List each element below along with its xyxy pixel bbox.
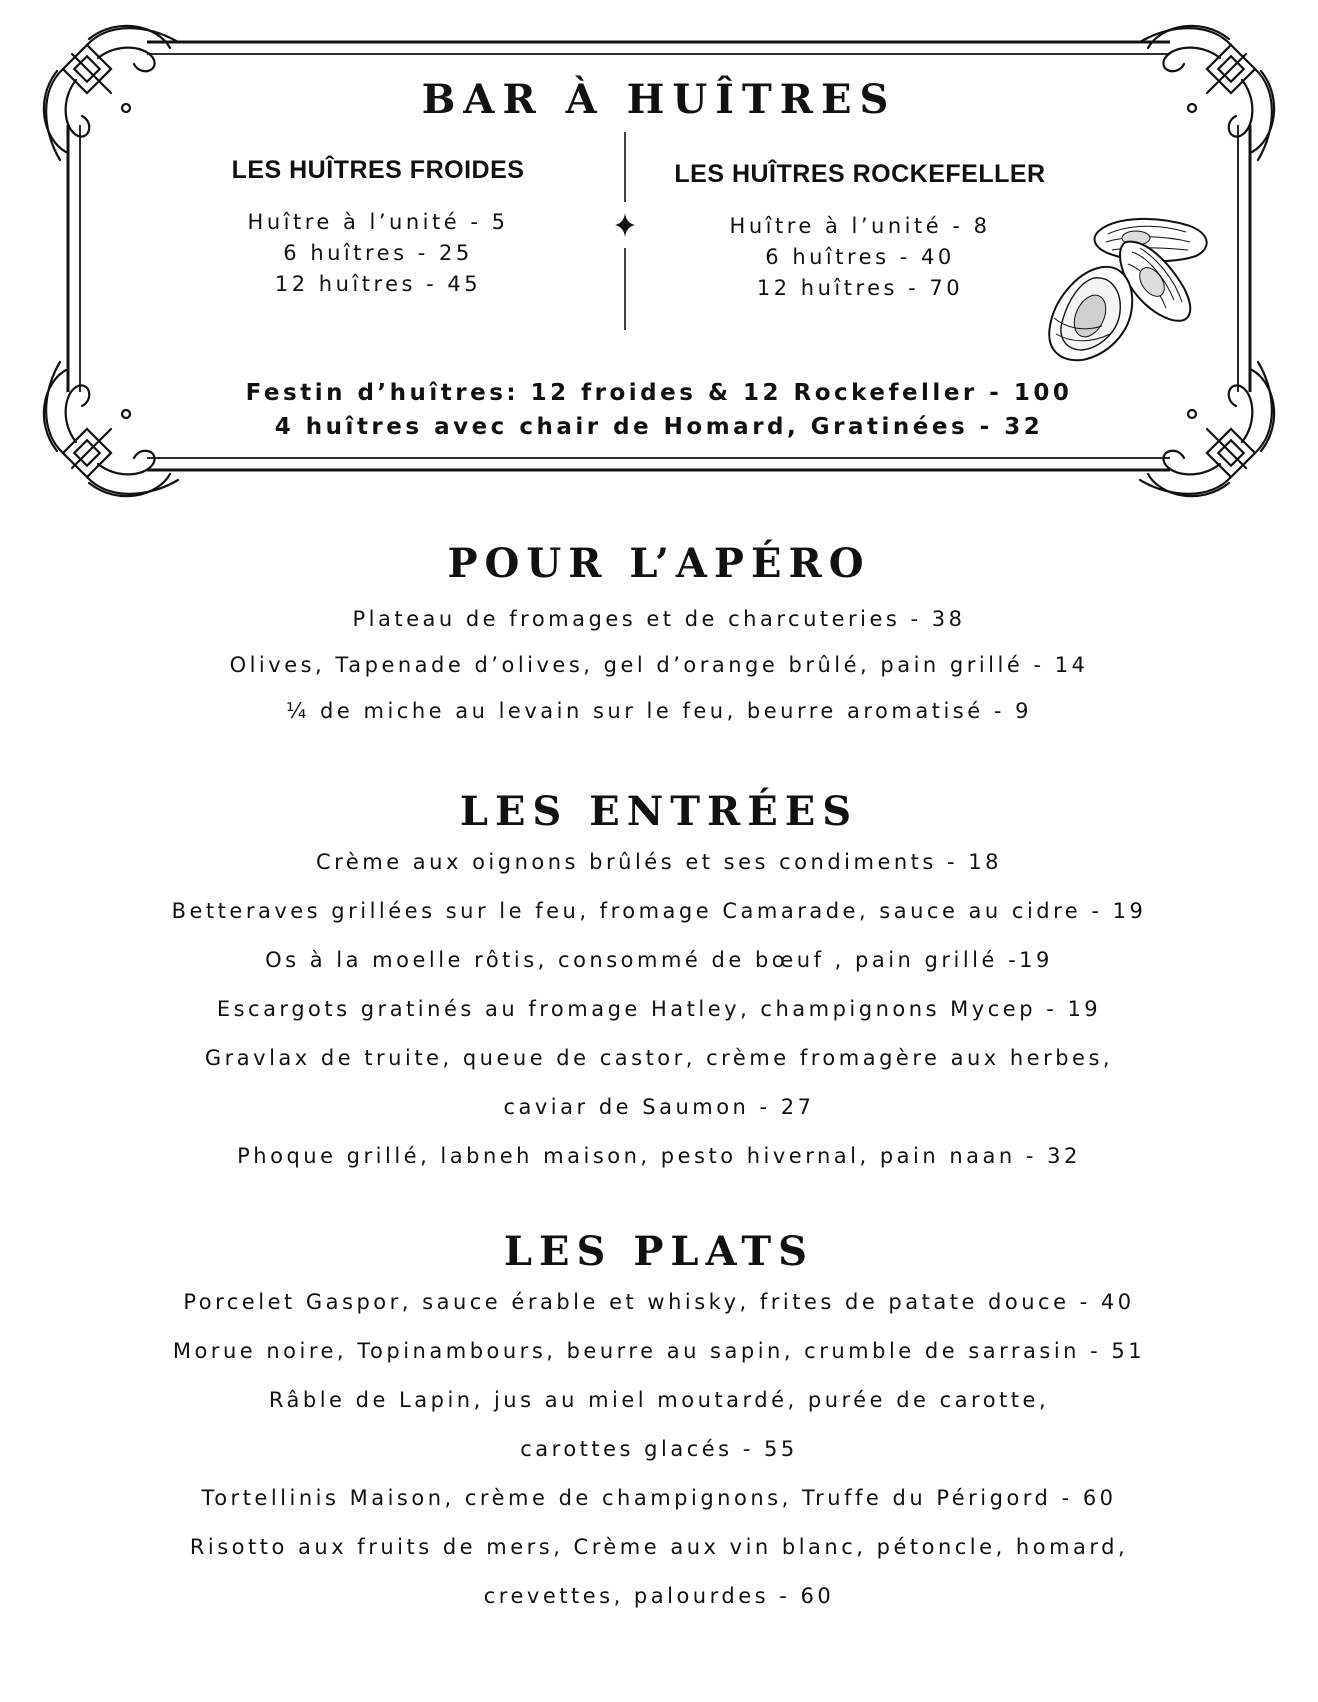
- cold-oysters-heading: LES HUÎTRES FROIDES: [231, 156, 525, 184]
- cold-oysters-column: [188, 156, 568, 300]
- entrees-section: [0, 786, 1318, 1181]
- entrees-list: [0, 838, 1318, 1181]
- rockefeller-oysters-column: [650, 160, 1070, 304]
- menu-item: Porcelet Gaspor, sauce érable et whisky, frites de patate douce - 40: [183, 1290, 1135, 1314]
- column-divider: [610, 130, 640, 335]
- feast-line: Festin d’huîtres: 12 froides & 12 Rockefeller - 100: [245, 380, 1073, 406]
- menu-item: carottes glacés - 55: [520, 1437, 798, 1461]
- oyster-illustration-icon: [1040, 208, 1215, 366]
- oyster-feast-lines: [0, 376, 1318, 444]
- menu-item: Gravlax de truite, queue de castor, crème fromagère aux herbes,: [204, 1046, 1114, 1070]
- entrees-title: LES ENTRÉES: [459, 788, 859, 835]
- menu-item: crevettes, palourdes - 60: [483, 1584, 835, 1608]
- oyster-bar-title: BAR À HUÎTRES: [421, 76, 897, 123]
- price-line: Huître à l’unité - 5: [247, 210, 509, 234]
- menu-item: Râble de Lapin, jus au miel moutardé, purée de carotte,: [268, 1388, 1050, 1412]
- price-line: 12 huîtres - 70: [756, 276, 964, 300]
- feast-line: 4 huîtres avec chair de Homard, Gratinées - 32: [274, 414, 1044, 440]
- menu-item: Olives, Tapenade d’olives, gel d’orange brûlé, pain grillé - 14: [229, 653, 1089, 677]
- menu-item: Plateau de fromages et de charcuteries - 38: [352, 607, 966, 631]
- price-line: 6 huîtres - 25: [283, 241, 473, 265]
- menu-item: Betteraves grillées sur le feu, fromage Camarade, sauce au cidre - 19: [171, 899, 1147, 923]
- apero-section: [0, 538, 1318, 734]
- star-icon: [615, 213, 635, 237]
- apero-title: POUR L’APÉRO: [447, 540, 871, 587]
- price-line: 12 huîtres - 45: [274, 272, 482, 296]
- apero-list: [0, 596, 1318, 734]
- menu-item: Escargots gratinés au fromage Hatley, champignons Mycep - 19: [216, 997, 1102, 1021]
- menu-item: Crème aux oignons brûlés et ses condiments - 18: [315, 850, 1002, 874]
- plats-list: [0, 1278, 1318, 1621]
- plats-section: [0, 1226, 1318, 1621]
- menu-item: Risotto aux fruits de mers, Crème aux vin blanc, pétoncle, homard,: [189, 1535, 1129, 1559]
- menu-item: caviar de Saumon - 27: [503, 1095, 815, 1119]
- rockefeller-oysters-heading: LES HUÎTRES ROCKEFELLER: [674, 160, 1046, 188]
- menu-item: ¼ de miche au levain sur le feu, beurre aromatisé - 9: [286, 699, 1032, 723]
- menu-item: Tortellinis Maison, crème de champignons, Truffe du Périgord - 60: [201, 1486, 1117, 1510]
- price-line: 6 huîtres - 40: [765, 245, 955, 269]
- menu-item: Os à la moelle rôtis, consommé de bœuf , pain grillé -19: [265, 948, 1053, 972]
- plats-title: LES PLATS: [503, 1228, 815, 1275]
- menu-item: Morue noire, Topinambours, beurre au sapin, crumble de sarrasin - 51: [172, 1339, 1146, 1363]
- price-line: Huître à l’unité - 8: [729, 214, 991, 238]
- menu-item: Phoque grillé, labneh maison, pesto hivernal, pain naan - 32: [237, 1144, 1081, 1168]
